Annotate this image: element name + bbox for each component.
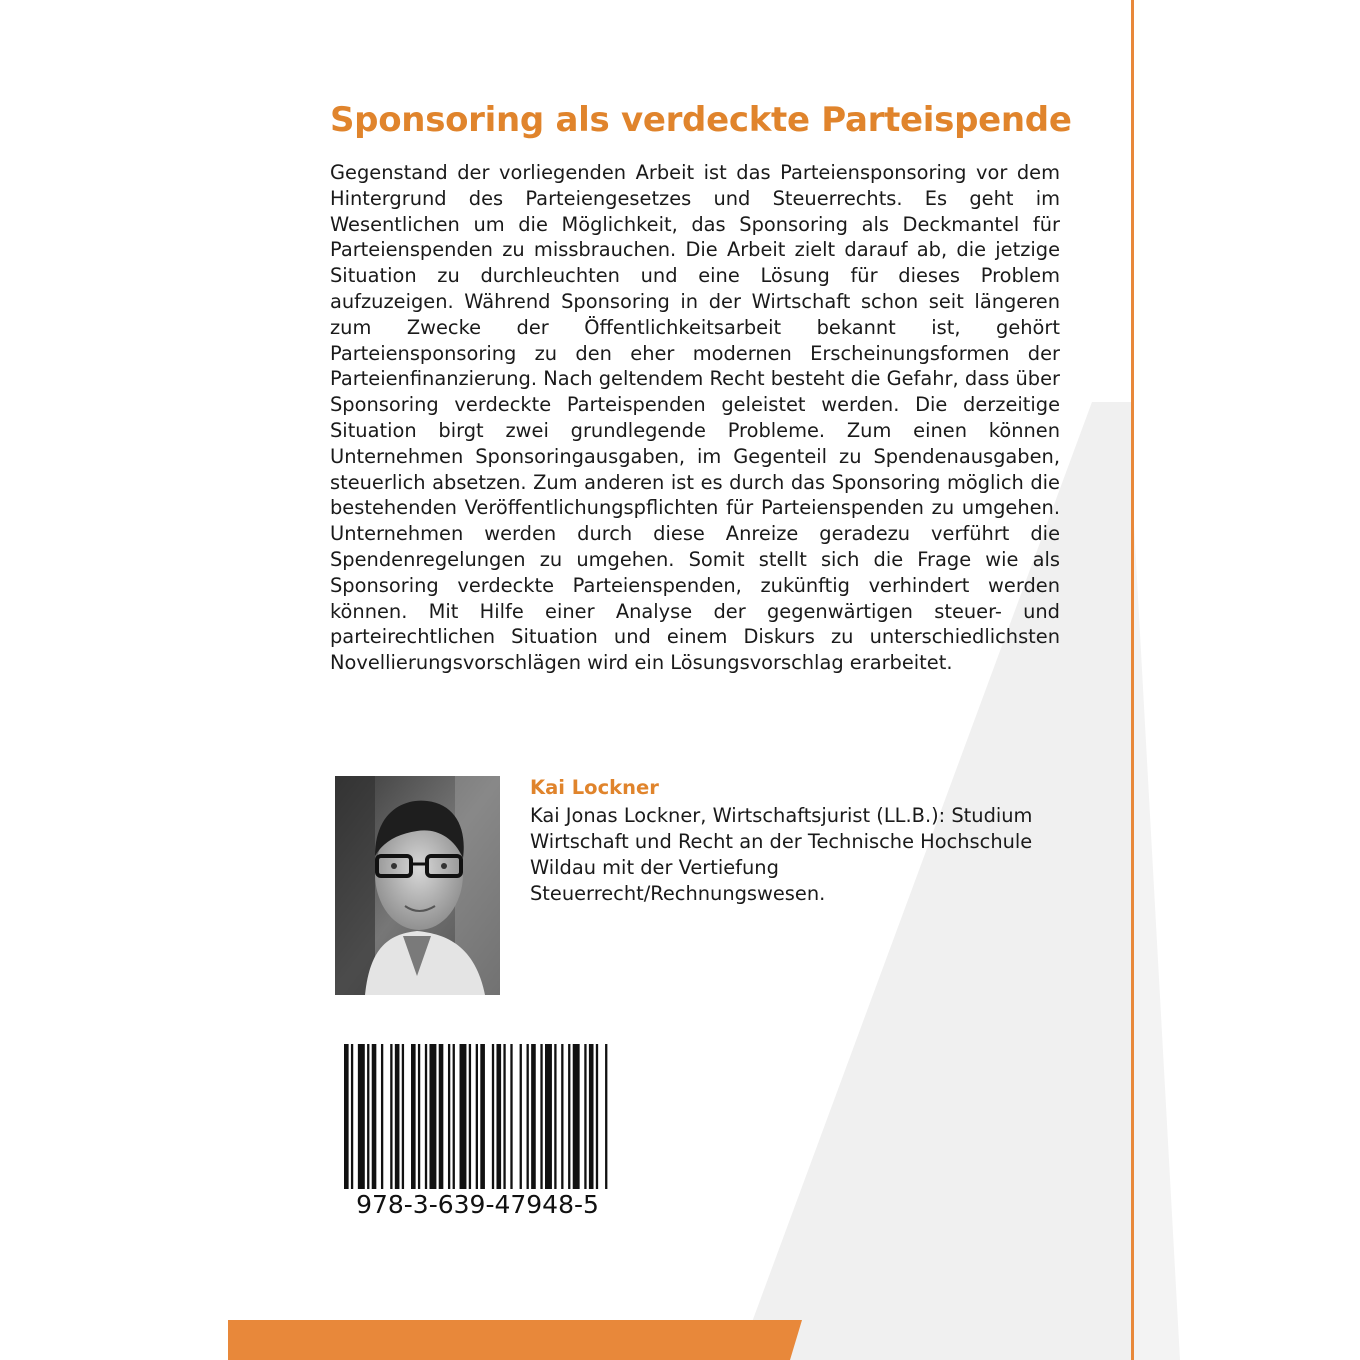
barcode-bar bbox=[469, 1044, 471, 1189]
barcode-bar bbox=[411, 1044, 416, 1189]
barcode-bar bbox=[429, 1044, 436, 1189]
barcode-bar bbox=[418, 1044, 420, 1189]
book-blurb: Gegenstand der vorliegenden Arbeit ist das Parteiensponsoring vor dem Hintergrund des Parteiengesetzes und Steuerrechts. Es geht im Wesentlichen um die Möglichkeit, das Sponsoring als Deckmantel für Parteienspenden zu missbrauchen. Die Arbeit zielt darauf ab, die jetzige Situation zu durchleuchten und eine Lösung für dieses Problem aufzuzeigen. Während Sponsoring in der Wirtschaft schon seit längeren zum Zwecke der Öffentlichkeitsarbeit bekannt ist, gehört Parteiensponsoring zu den eher modernen Erscheinungsformen der Parteienfinanzierung. Nach geltendem Recht besteht die Gefahr, dass über Sponsoring verdeckte Parteispenden geleistet werden. Die derzeitige Situation birgt zwei grundlegende Probleme. Zum einen können Unternehmen Sponsoringausgaben, im Gegenteil zu Spendenausgaben, steuerlich absetzen. Zum anderen ist es durch das Sponsoring möglich die bestehenden Veröffentlichungspflichten für Parteienspenden zu umgehen. Unternehmen werden durch diese Anreize geradezu verführt die Spendenregelungen zu umgehen. Somit stellt sich die Frage wie als Sponsoring verdeckte Parteienspenden, zukünftig verhindert werden können. Mit Hilfe einer Analyse der gegenwärtigen steuer- und parteirechtlichen Situation und einem Diskurs zu unterschiedlichsten Novellierungsvorschlägen wird ein Lösungsvorschlag erarbeitet. bbox=[330, 161, 1060, 675]
barcode-bar bbox=[573, 1044, 580, 1189]
barcode-bar bbox=[554, 1044, 556, 1189]
barcode-bar bbox=[492, 1044, 494, 1189]
barcode-bar bbox=[584, 1044, 586, 1189]
barcode-bar bbox=[372, 1044, 377, 1189]
barcode-bar bbox=[540, 1044, 542, 1189]
author-name: Kai Lockner bbox=[530, 776, 659, 799]
barcode-bar bbox=[439, 1044, 444, 1189]
author-bio: Kai Jonas Lockner, Wirtschaftsjurist (LL.B.): Studium Wirtschaft und Recht an der Technische Hochschule Wildau mit der Vertiefung Steuerrecht/Rechnungswesen. bbox=[530, 804, 1033, 905]
barcode-bar bbox=[545, 1044, 552, 1189]
author-photo bbox=[335, 776, 500, 995]
barcode-bars bbox=[344, 1044, 612, 1189]
barcode-bar bbox=[402, 1044, 404, 1189]
isbn-barcode bbox=[335, 1032, 620, 1227]
author-portrait-image bbox=[335, 776, 500, 995]
barcode-bar bbox=[425, 1044, 427, 1189]
barcode-bar bbox=[448, 1044, 450, 1189]
barcode-bar bbox=[596, 1044, 598, 1189]
barcode-bar bbox=[605, 1044, 607, 1189]
barcode-bar bbox=[367, 1044, 369, 1189]
barcode-bar bbox=[381, 1044, 383, 1189]
isbn-number: 978-3-639-47948-5 bbox=[356, 1190, 599, 1219]
barcode-bar bbox=[568, 1044, 570, 1189]
barcode-bar bbox=[561, 1044, 563, 1189]
barcode-bar bbox=[351, 1044, 353, 1189]
barcode-bar bbox=[531, 1044, 536, 1189]
barcode-bar bbox=[503, 1044, 505, 1189]
barcode-bar bbox=[589, 1044, 594, 1189]
barcode-bar bbox=[496, 1044, 501, 1189]
barcode-bar bbox=[527, 1044, 529, 1189]
barcode-bar bbox=[520, 1044, 522, 1189]
barcode-bar bbox=[453, 1044, 455, 1189]
barcode-bar bbox=[344, 1044, 349, 1189]
barcode-bar bbox=[460, 1044, 467, 1189]
book-title: Sponsoring als verdeckte Parteispende bbox=[330, 100, 1072, 140]
barcode-bar bbox=[395, 1044, 400, 1189]
barcode-bar bbox=[510, 1044, 512, 1189]
barcode-bar bbox=[476, 1044, 478, 1189]
barcode-bar bbox=[480, 1044, 485, 1189]
barcode-bar bbox=[390, 1044, 392, 1189]
barcode-bar bbox=[358, 1044, 365, 1189]
